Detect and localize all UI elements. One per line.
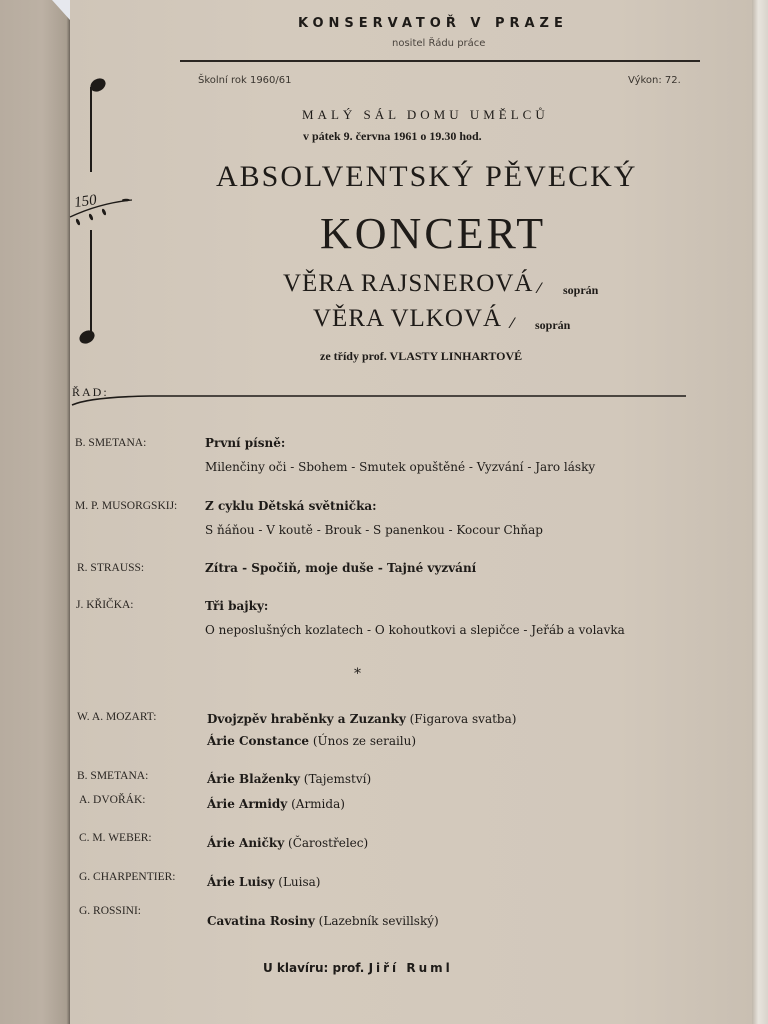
- composer: W. A. MOZART:: [77, 711, 157, 723]
- work-title: Cavatina Rosiny: [207, 914, 315, 928]
- opera-name: (Lazebník sevillský): [318, 914, 439, 928]
- work-title: Árie Aničky: [207, 836, 285, 850]
- opera-name: (Luisa): [278, 875, 321, 889]
- opera-name: (Armida): [291, 797, 345, 811]
- work-title: Z cyklu Dětská světnička:: [205, 499, 377, 513]
- performer-dash: ⁄: [511, 316, 514, 332]
- work-detail: S ňáňou - V koutě - Brouk - S panenkou - Kocour Chňap: [205, 523, 543, 537]
- work-entry: [207, 797, 345, 811]
- work-title: Árie Armidy: [207, 797, 288, 811]
- teacher-line: ze třídy prof. VLASTY LINHARTOVÉ: [320, 349, 523, 363]
- performer-name: VĚRA VLKOVÁ: [313, 305, 503, 332]
- program-label: ŘAD:: [72, 385, 109, 399]
- performer-voice: soprán: [535, 318, 571, 332]
- work-title: Árie Constance: [207, 734, 310, 748]
- composer: G. ROSSINI:: [79, 905, 141, 917]
- work-entry: [207, 712, 516, 726]
- work-detail: O neposlušných kozlatech - O kohoutkovi a slepičce - Jeřáb a volavka: [205, 623, 625, 637]
- work-title: První písně:: [205, 436, 286, 450]
- page-corner-fold: [52, 0, 70, 20]
- concert-date: v pátek 9. června 1961 o 19.30 hod.: [303, 129, 482, 143]
- concert-title-line2: KONCERT: [320, 209, 547, 258]
- right-page-edge: [752, 0, 768, 1024]
- composer: C. M. WEBER:: [79, 832, 152, 844]
- pianist-name: Jiří Ruml: [368, 961, 453, 975]
- opera-name: (Únos ze serailu): [312, 734, 417, 748]
- concert-title-line1: ABSOLVENTSKÝ PĚVECKÝ: [216, 160, 638, 193]
- work-entry: [207, 772, 371, 786]
- institution-name: KONSERVATOŘ V PRAZE: [298, 16, 568, 31]
- ornament-number: 150: [73, 192, 98, 212]
- work-title: Zítra - Spočiň, moje duše - Tajné vyzvání: [205, 561, 477, 575]
- composer: A. DVOŘÁK:: [79, 794, 146, 806]
- header-divider: [180, 60, 700, 62]
- work-title: Tři bajky:: [205, 599, 269, 613]
- work-title: Árie Blaženky: [207, 772, 300, 786]
- composer: R. STRAUSS:: [77, 562, 145, 574]
- composer: B. SMETANA:: [77, 770, 149, 782]
- composer: B. SMETANA:: [75, 437, 147, 449]
- composer: M. P. MUSORGSKIJ:: [75, 500, 178, 512]
- institution-subtitle: nositel Řádu práce: [392, 38, 486, 49]
- school-year: Školní rok 1960/61: [198, 75, 292, 86]
- performance-number: Výkon: 72.: [628, 75, 681, 86]
- work-entry: [207, 734, 416, 748]
- work-detail: Milenčiny oči - Sbohem - Smutek opuštěné - Vyzvání - Jaro lásky: [205, 460, 596, 474]
- opera-name: (Čarostřelec): [288, 836, 369, 850]
- section-separator: *: [354, 666, 361, 682]
- opera-name: (Tajemství): [303, 772, 372, 786]
- pianist-prefix: U klavíru: prof.: [263, 961, 365, 975]
- work-title: Dvojzpěv hraběnky a Zuzanky: [207, 712, 406, 726]
- work-entry: [207, 836, 368, 850]
- music-note-ornament-icon: [60, 65, 140, 365]
- performer-voice: soprán: [563, 283, 599, 297]
- pianist-credit: [263, 961, 453, 975]
- opera-name: (Figarova svatba): [409, 712, 517, 726]
- work-title: Árie Luisy: [207, 875, 275, 889]
- work-entry: [207, 914, 439, 928]
- performer-dash: ⁄: [538, 281, 541, 297]
- work-entry: [207, 875, 321, 889]
- performer-name: VĚRA RAJSNEROVÁ: [283, 270, 534, 297]
- program-divider: [70, 392, 686, 406]
- composer: J. KŘIČKA:: [76, 599, 134, 611]
- venue: MALÝ SÁL DOMU UMĚLCŮ: [302, 107, 549, 122]
- composer: G. CHARPENTIER:: [79, 871, 176, 883]
